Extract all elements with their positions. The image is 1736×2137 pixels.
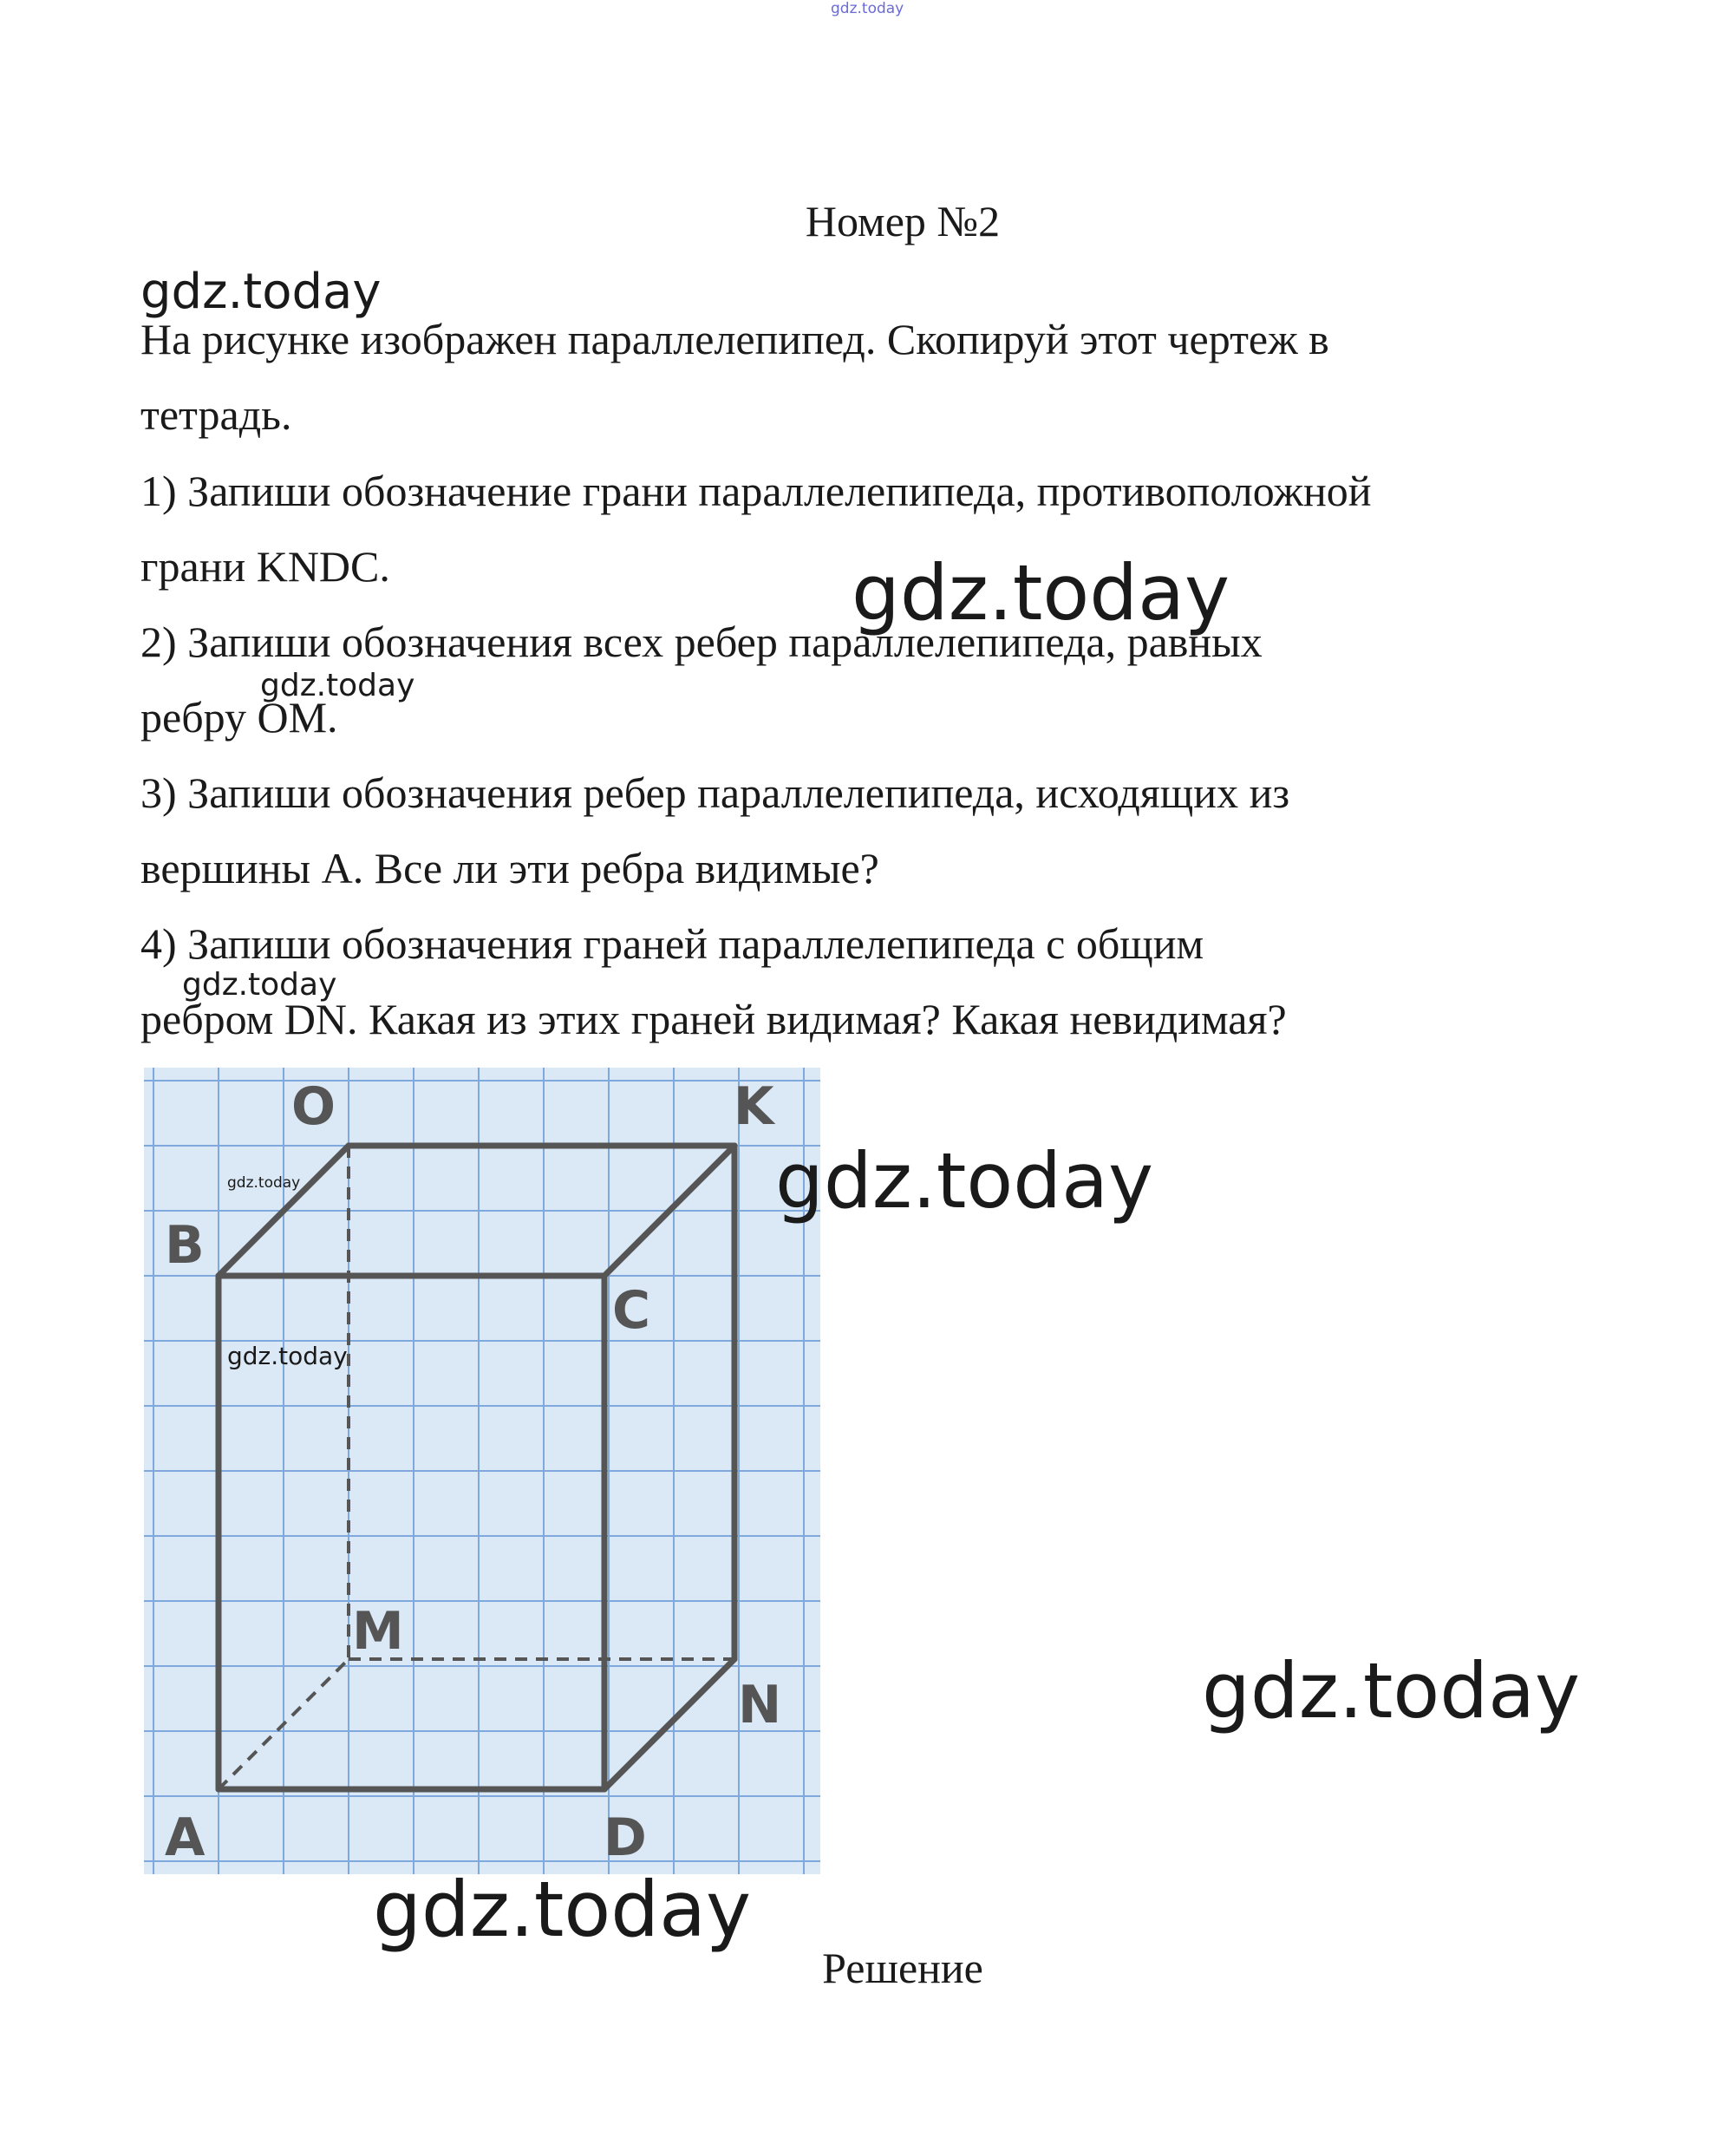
intro-line: На рисунке изображен параллелепипед. Скопируй этот чертеж в [140,315,1329,363]
vertex-label-d: D [604,1807,647,1868]
task-line: ребру OM. [140,693,338,742]
vertex-label-b: B [165,1215,205,1276]
header-watermark: gdz.today [831,0,904,17]
vertex-label-c: C [612,1280,651,1341]
watermark: gdz.today [1202,1646,1581,1735]
watermark: gdz.today [140,264,382,320]
vertex-label-m: M [352,1601,404,1662]
task-4 [140,906,1615,1057]
page-title: Номер №2 [805,197,1001,245]
task-line: 1) Запиши обозначение грани параллелепипеда, противоположной [140,467,1372,515]
intro-line: тетрадь. [140,390,292,439]
intro-text [140,302,1615,453]
task-line: 2) Запиши обозначения всех ребер параллелепипеда, равных [140,618,1263,666]
task-line: вершины A. Все ли эти ребра видимые? [140,844,879,892]
task-line: 4) Запиши обозначения граней параллелепипеда с общим [140,919,1204,968]
watermark: gdz.today [852,548,1230,637]
vertex-label-k: K [734,1076,774,1137]
watermark: gdz.today [373,1865,752,1954]
task-line: грани KNDC. [140,542,390,591]
watermark: gdz.today [775,1136,1154,1225]
watermark: gdz.today [260,668,415,703]
watermark: gdz.today [227,1174,301,1192]
vertex-label-a: A [165,1807,206,1868]
task-line: 3) Запиши обозначения ребер параллелепипеда, исходящих из [140,768,1290,817]
task-3 [140,755,1615,906]
watermark: gdz.today [182,967,337,1003]
vertex-label-n: N [738,1675,782,1735]
vertex-label-o: O [291,1076,336,1137]
solution-label: Решение [822,1944,983,1992]
watermark: gdz.today [227,1342,348,1370]
task-line: ребром DN. Какая из этих граней видимая? Какая невидимая? [140,995,1287,1043]
